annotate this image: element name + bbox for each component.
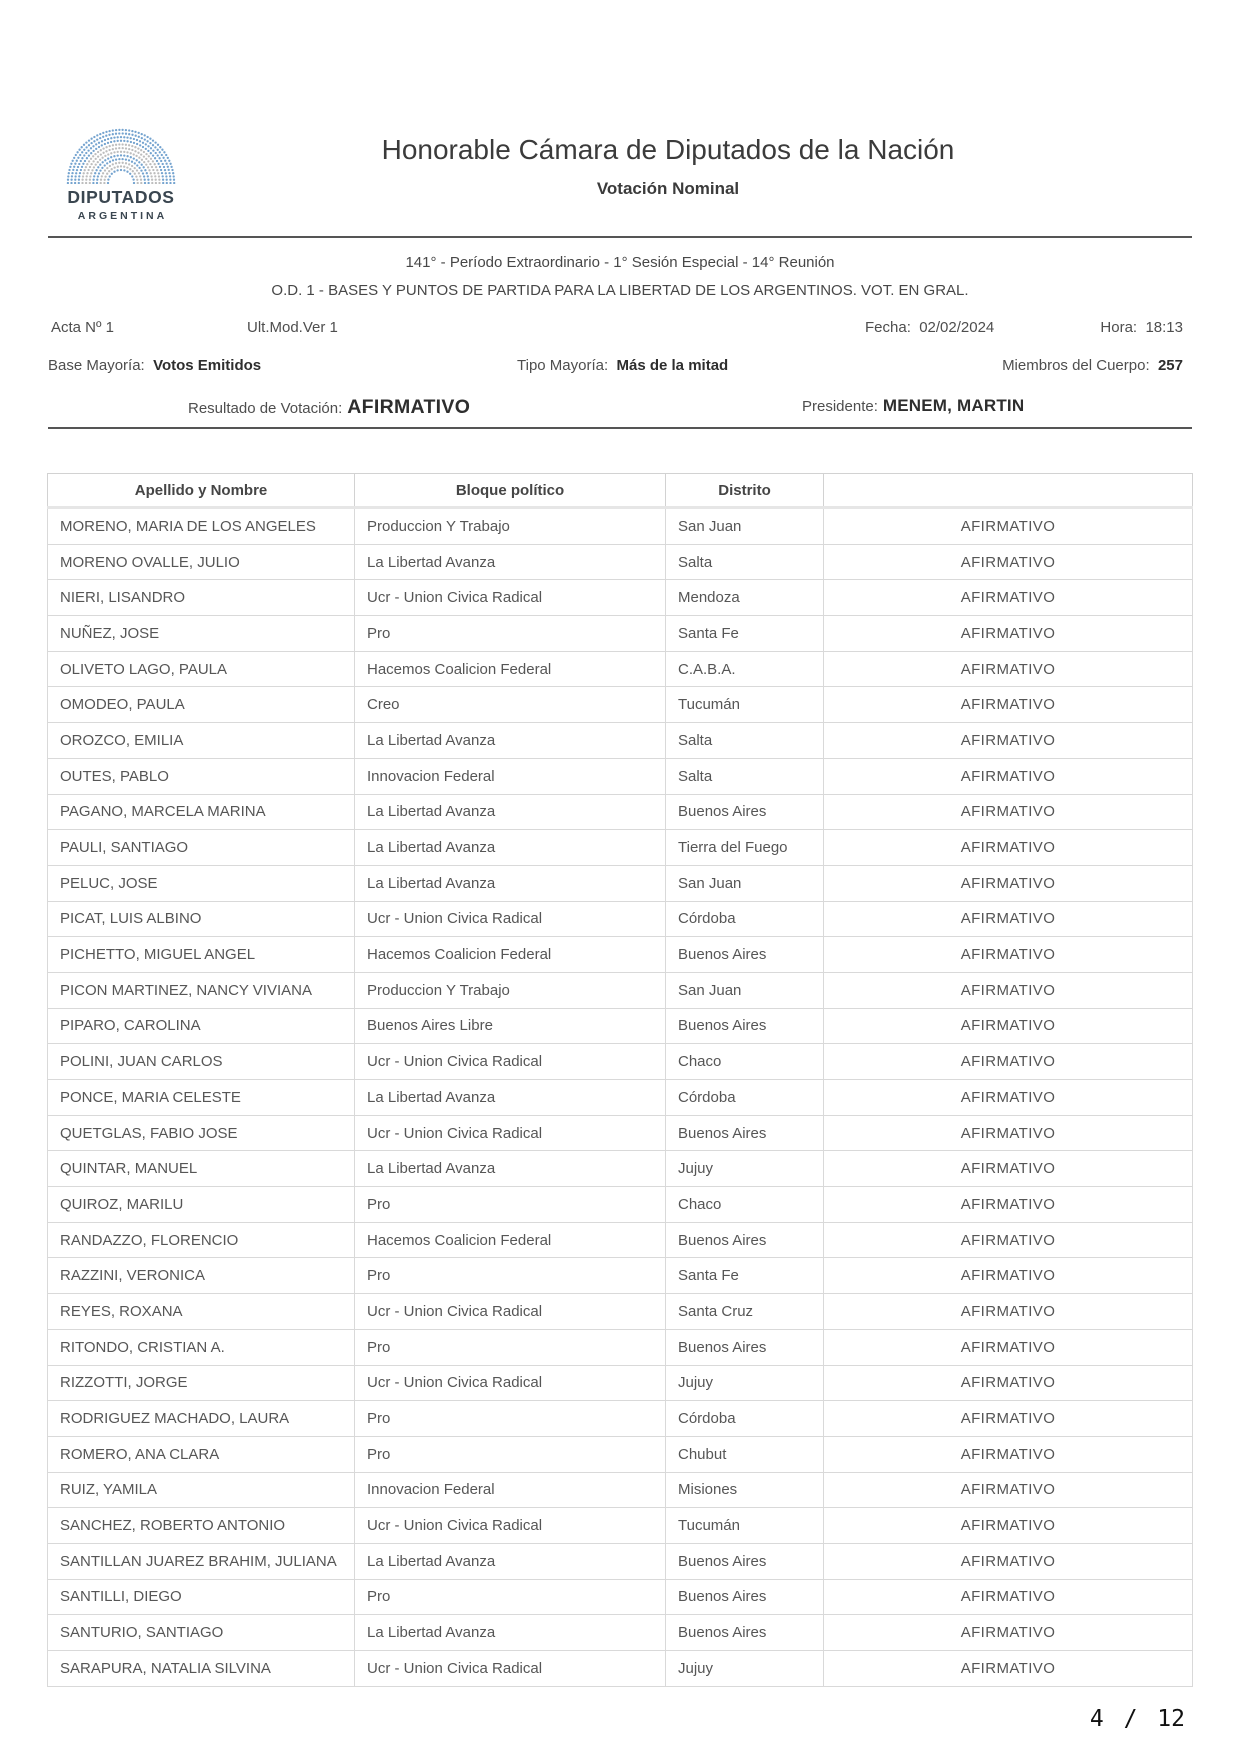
page-number: 4 / 12 [1089, 1706, 1185, 1732]
cell-apellido: OUTES, PABLO [48, 758, 355, 794]
cell-voto: AFIRMATIVO [824, 1115, 1193, 1151]
table-row [48, 865, 1193, 901]
cell-bloque: Ucr - Union Civica Radical [355, 1365, 666, 1401]
table-row [48, 1472, 1193, 1508]
cell-bloque: Hacemos Coalicion Federal [355, 1222, 666, 1258]
cell-voto: AFIRMATIVO [824, 1151, 1193, 1187]
cell-distrito: San Juan [666, 972, 824, 1008]
table-row [48, 1258, 1193, 1294]
cell-apellido: RUIZ, YAMILA [48, 1472, 355, 1508]
cell-distrito: Jujuy [666, 1365, 824, 1401]
cell-bloque: Ucr - Union Civica Radical [355, 1508, 666, 1544]
col-header-bloque: Bloque político [355, 474, 666, 508]
cell-distrito: Santa Fe [666, 616, 824, 652]
cell-voto: AFIRMATIVO [824, 1008, 1193, 1044]
cell-voto: AFIRMATIVO [824, 1329, 1193, 1365]
hora-value: 18:13 [1145, 319, 1183, 336]
cell-bloque: Innovacion Federal [355, 758, 666, 794]
cell-voto: AFIRMATIVO [824, 616, 1193, 652]
resultado-field: Resultado de Votación: AFIRMATIVO [188, 396, 471, 418]
cell-bloque: Pro [355, 1258, 666, 1294]
cell-apellido: MORENO, MARIA DE LOS ANGELES [48, 508, 355, 545]
cell-voto: AFIRMATIVO [824, 1543, 1193, 1579]
cell-voto: AFIRMATIVO [824, 794, 1193, 830]
col-header-apellido: Apellido y Nombre [48, 474, 355, 508]
presidente-field: Presidente: MENEM, MARTIN [802, 396, 1025, 415]
cell-voto: AFIRMATIVO [824, 901, 1193, 937]
cell-bloque: Creo [355, 687, 666, 723]
cell-apellido: MORENO OVALLE, JULIO [48, 544, 355, 580]
cell-apellido: QUIROZ, MARILU [48, 1187, 355, 1223]
table-row [48, 616, 1193, 652]
cell-distrito: Buenos Aires [666, 1615, 824, 1651]
table-row [48, 1543, 1193, 1579]
cell-distrito: Buenos Aires [666, 1329, 824, 1365]
cell-apellido: REYES, ROXANA [48, 1294, 355, 1330]
cell-bloque: Pro [355, 1401, 666, 1437]
table-row [48, 1008, 1193, 1044]
cell-bloque: Pro [355, 616, 666, 652]
cell-distrito: Buenos Aires [666, 794, 824, 830]
logo-wordmark: DIPUTADOS [67, 187, 175, 207]
cell-distrito: Jujuy [666, 1651, 824, 1687]
cell-bloque: La Libertad Avanza [355, 1615, 666, 1651]
cell-apellido: QUETGLAS, FABIO JOSE [48, 1115, 355, 1151]
cell-distrito: Salta [666, 544, 824, 580]
cell-distrito: C.A.B.A. [666, 651, 824, 687]
table-row [48, 972, 1193, 1008]
tipo-mayoria-field: Tipo Mayoría: Más de la mitad [517, 357, 729, 374]
table-row [48, 1615, 1193, 1651]
cell-apellido: SANTILLAN JUAREZ BRAHIM, JULIANA [48, 1543, 355, 1579]
table-row [48, 937, 1193, 973]
cell-bloque: Buenos Aires Libre [355, 1008, 666, 1044]
cell-voto: AFIRMATIVO [824, 1187, 1193, 1223]
cell-apellido: OROZCO, EMILIA [48, 723, 355, 759]
cell-voto: AFIRMATIVO [824, 1651, 1193, 1687]
table-row [48, 723, 1193, 759]
cell-apellido: SANTILLI, DIEGO [48, 1579, 355, 1615]
acta-number: Acta Nº 1 [51, 319, 115, 336]
table-row [48, 1508, 1193, 1544]
table-row [48, 508, 1193, 545]
col-header-distrito: Distrito [666, 474, 824, 508]
cell-bloque: Ucr - Union Civica Radical [355, 901, 666, 937]
cell-bloque: La Libertad Avanza [355, 794, 666, 830]
cell-voto: AFIRMATIVO [824, 937, 1193, 973]
cell-bloque: Pro [355, 1329, 666, 1365]
resultado-value: AFIRMATIVO [347, 396, 471, 418]
logo-country: ARGENTINA [77, 210, 168, 222]
cell-voto: AFIRMATIVO [824, 1436, 1193, 1472]
order-of-day-line: O.D. 1 - BASES Y PUNTOS DE PARTIDA PARA LA LIBERTAD DE LOS ARGENTINOS. VOT. EN GRAL. [271, 282, 969, 299]
cell-distrito: Buenos Aires [666, 1543, 824, 1579]
cell-apellido: PICON MARTINEZ, NANCY VIVIANA [48, 972, 355, 1008]
cell-distrito: Córdoba [666, 1401, 824, 1437]
cell-voto: AFIRMATIVO [824, 1294, 1193, 1330]
cell-voto: AFIRMATIVO [824, 1044, 1193, 1080]
page-title: Honorable Cámara de Diputados de la Nación [381, 134, 955, 165]
table-row [48, 901, 1193, 937]
cell-bloque: Ucr - Union Civica Radical [355, 1044, 666, 1080]
cell-bloque: La Libertad Avanza [355, 1080, 666, 1116]
cell-bloque: Ucr - Union Civica Radical [355, 1294, 666, 1330]
cell-apellido: RAZZINI, VERONICA [48, 1258, 355, 1294]
cell-bloque: Pro [355, 1579, 666, 1615]
table-row [48, 1365, 1193, 1401]
table-row [48, 1436, 1193, 1472]
cell-distrito: Tucumán [666, 687, 824, 723]
cell-bloque: La Libertad Avanza [355, 1543, 666, 1579]
page-subtitle: Votación Nominal [596, 179, 740, 198]
cell-distrito: Salta [666, 723, 824, 759]
cell-bloque: Pro [355, 1436, 666, 1472]
cell-distrito: Buenos Aires [666, 1008, 824, 1044]
cell-voto: AFIRMATIVO [824, 723, 1193, 759]
cell-apellido: SANTURIO, SANTIAGO [48, 1615, 355, 1651]
cell-distrito: Buenos Aires [666, 1222, 824, 1258]
cell-voto: AFIRMATIVO [824, 1080, 1193, 1116]
cell-bloque: Ucr - Union Civica Radical [355, 1115, 666, 1151]
votes-table [47, 473, 1193, 1687]
cell-voto: AFIRMATIVO [824, 1508, 1193, 1544]
cell-apellido: OMODEO, PAULA [48, 687, 355, 723]
cell-voto: AFIRMATIVO [824, 758, 1193, 794]
cell-bloque: Ucr - Union Civica Radical [355, 580, 666, 616]
cell-apellido: RITONDO, CRISTIAN A. [48, 1329, 355, 1365]
cell-voto: AFIRMATIVO [824, 1222, 1193, 1258]
cell-distrito: San Juan [666, 508, 824, 545]
cell-apellido: PAULI, SANTIAGO [48, 830, 355, 866]
cell-voto: AFIRMATIVO [824, 544, 1193, 580]
miembros-value: 257 [1157, 357, 1183, 374]
table-row [48, 1579, 1193, 1615]
cell-bloque: Produccion Y Trabajo [355, 972, 666, 1008]
cell-voto: AFIRMATIVO [824, 1472, 1193, 1508]
ultmod-version: Ult.Mod.Ver 1 [247, 319, 338, 336]
cell-distrito: Salta [666, 758, 824, 794]
table-row [48, 1329, 1193, 1365]
table-row [48, 651, 1193, 687]
cell-voto: AFIRMATIVO [824, 508, 1193, 545]
cell-voto: AFIRMATIVO [824, 687, 1193, 723]
hora-field [1100, 319, 1183, 336]
cell-apellido: SANCHEZ, ROBERTO ANTONIO [48, 1508, 355, 1544]
cell-distrito: Buenos Aires [666, 1115, 824, 1151]
cell-bloque: Hacemos Coalicion Federal [355, 651, 666, 687]
cell-distrito: Mendoza [666, 580, 824, 616]
table-row [48, 1401, 1193, 1437]
cell-distrito: Chaco [666, 1187, 824, 1223]
cell-voto: AFIRMATIVO [824, 972, 1193, 1008]
fecha-label: Fecha: [865, 319, 911, 336]
col-header-voto [824, 474, 1193, 508]
cell-apellido: PICHETTO, MIGUEL ANGEL [48, 937, 355, 973]
table-row [48, 758, 1193, 794]
fecha-value: 02/02/2024 [919, 319, 995, 336]
cell-bloque: Produccion Y Trabajo [355, 508, 666, 545]
hora-label: Hora: [1100, 319, 1138, 336]
cell-apellido: ROMERO, ANA CLARA [48, 1436, 355, 1472]
base-mayoria-field: Base Mayoría: Votos Emitidos [48, 357, 262, 374]
cell-distrito: Buenos Aires [666, 1579, 824, 1615]
cell-distrito: Santa Cruz [666, 1294, 824, 1330]
table-row [48, 1151, 1193, 1187]
cell-distrito: Jujuy [666, 1151, 824, 1187]
table-row [48, 580, 1193, 616]
table-row [48, 544, 1193, 580]
results-table-body [48, 508, 1193, 1687]
cell-bloque: Ucr - Union Civica Radical [355, 1651, 666, 1687]
table-row [48, 1222, 1193, 1258]
table-row [48, 1651, 1193, 1687]
table-header-row [48, 474, 1193, 508]
cell-apellido: PONCE, MARIA CELESTE [48, 1080, 355, 1116]
cell-apellido: RIZZOTTI, JORGE [48, 1365, 355, 1401]
cell-apellido: QUINTAR, MANUEL [48, 1151, 355, 1187]
cell-distrito: Córdoba [666, 901, 824, 937]
cell-apellido: PAGANO, MARCELA MARINA [48, 794, 355, 830]
cell-bloque: Innovacion Federal [355, 1472, 666, 1508]
cell-apellido: PIPARO, CAROLINA [48, 1008, 355, 1044]
cell-bloque: La Libertad Avanza [355, 723, 666, 759]
presidente-value: MENEM, MARTIN [882, 396, 1025, 415]
tipo-mayoria-value: Más de la mitad [616, 357, 729, 374]
base-mayoria-value: Votos Emitidos [153, 357, 262, 374]
cell-distrito: San Juan [666, 865, 824, 901]
cell-apellido: SARAPURA, NATALIA SILVINA [48, 1651, 355, 1687]
cell-apellido: POLINI, JUAN CARLOS [48, 1044, 355, 1080]
table-row [48, 1115, 1193, 1151]
divider-bottom [48, 427, 1192, 429]
cell-apellido: PICAT, LUIS ALBINO [48, 901, 355, 937]
cell-apellido: OLIVETO LAGO, PAULA [48, 651, 355, 687]
cell-bloque: Hacemos Coalicion Federal [355, 937, 666, 973]
table-row [48, 794, 1193, 830]
fecha-field [865, 319, 994, 336]
cell-voto: AFIRMATIVO [824, 830, 1193, 866]
cell-distrito: Santa Fe [666, 1258, 824, 1294]
cell-distrito: Buenos Aires [666, 937, 824, 973]
table-row [48, 1187, 1193, 1223]
table-row [48, 687, 1193, 723]
cell-apellido: RODRIGUEZ MACHADO, LAURA [48, 1401, 355, 1437]
miembros-field: Miembros del Cuerpo: 257 [1002, 357, 1183, 374]
table-row [48, 830, 1193, 866]
cell-apellido: NUÑEZ, JOSE [48, 616, 355, 652]
cell-distrito: Tierra del Fuego [666, 830, 824, 866]
cell-voto: AFIRMATIVO [824, 1615, 1193, 1651]
cell-bloque: La Libertad Avanza [355, 544, 666, 580]
cell-bloque: La Libertad Avanza [355, 1151, 666, 1187]
cell-distrito: Misiones [666, 1472, 824, 1508]
cell-voto: AFIRMATIVO [824, 1365, 1193, 1401]
cell-distrito: Chubut [666, 1436, 824, 1472]
session-line: 141° - Período Extraordinario - 1° Sesión Especial - 14° Reunión [405, 254, 835, 271]
cell-voto: AFIRMATIVO [824, 865, 1193, 901]
cell-distrito: Córdoba [666, 1080, 824, 1116]
cell-apellido: RANDAZZO, FLORENCIO [48, 1222, 355, 1258]
cell-bloque: Pro [355, 1187, 666, 1223]
cell-voto: AFIRMATIVO [824, 1401, 1193, 1437]
cell-bloque: La Libertad Avanza [355, 830, 666, 866]
table-row [48, 1080, 1193, 1116]
cell-voto: AFIRMATIVO [824, 580, 1193, 616]
cell-voto: AFIRMATIVO [824, 651, 1193, 687]
cell-distrito: Chaco [666, 1044, 824, 1080]
divider-top [48, 236, 1192, 238]
cell-apellido: NIERI, LISANDRO [48, 580, 355, 616]
cell-voto: AFIRMATIVO [824, 1579, 1193, 1615]
cell-distrito: Tucumán [666, 1508, 824, 1544]
cell-bloque: La Libertad Avanza [355, 865, 666, 901]
cell-apellido: PELUC, JOSE [48, 865, 355, 901]
table-row [48, 1294, 1193, 1330]
table-row [48, 1044, 1193, 1080]
cell-voto: AFIRMATIVO [824, 1258, 1193, 1294]
